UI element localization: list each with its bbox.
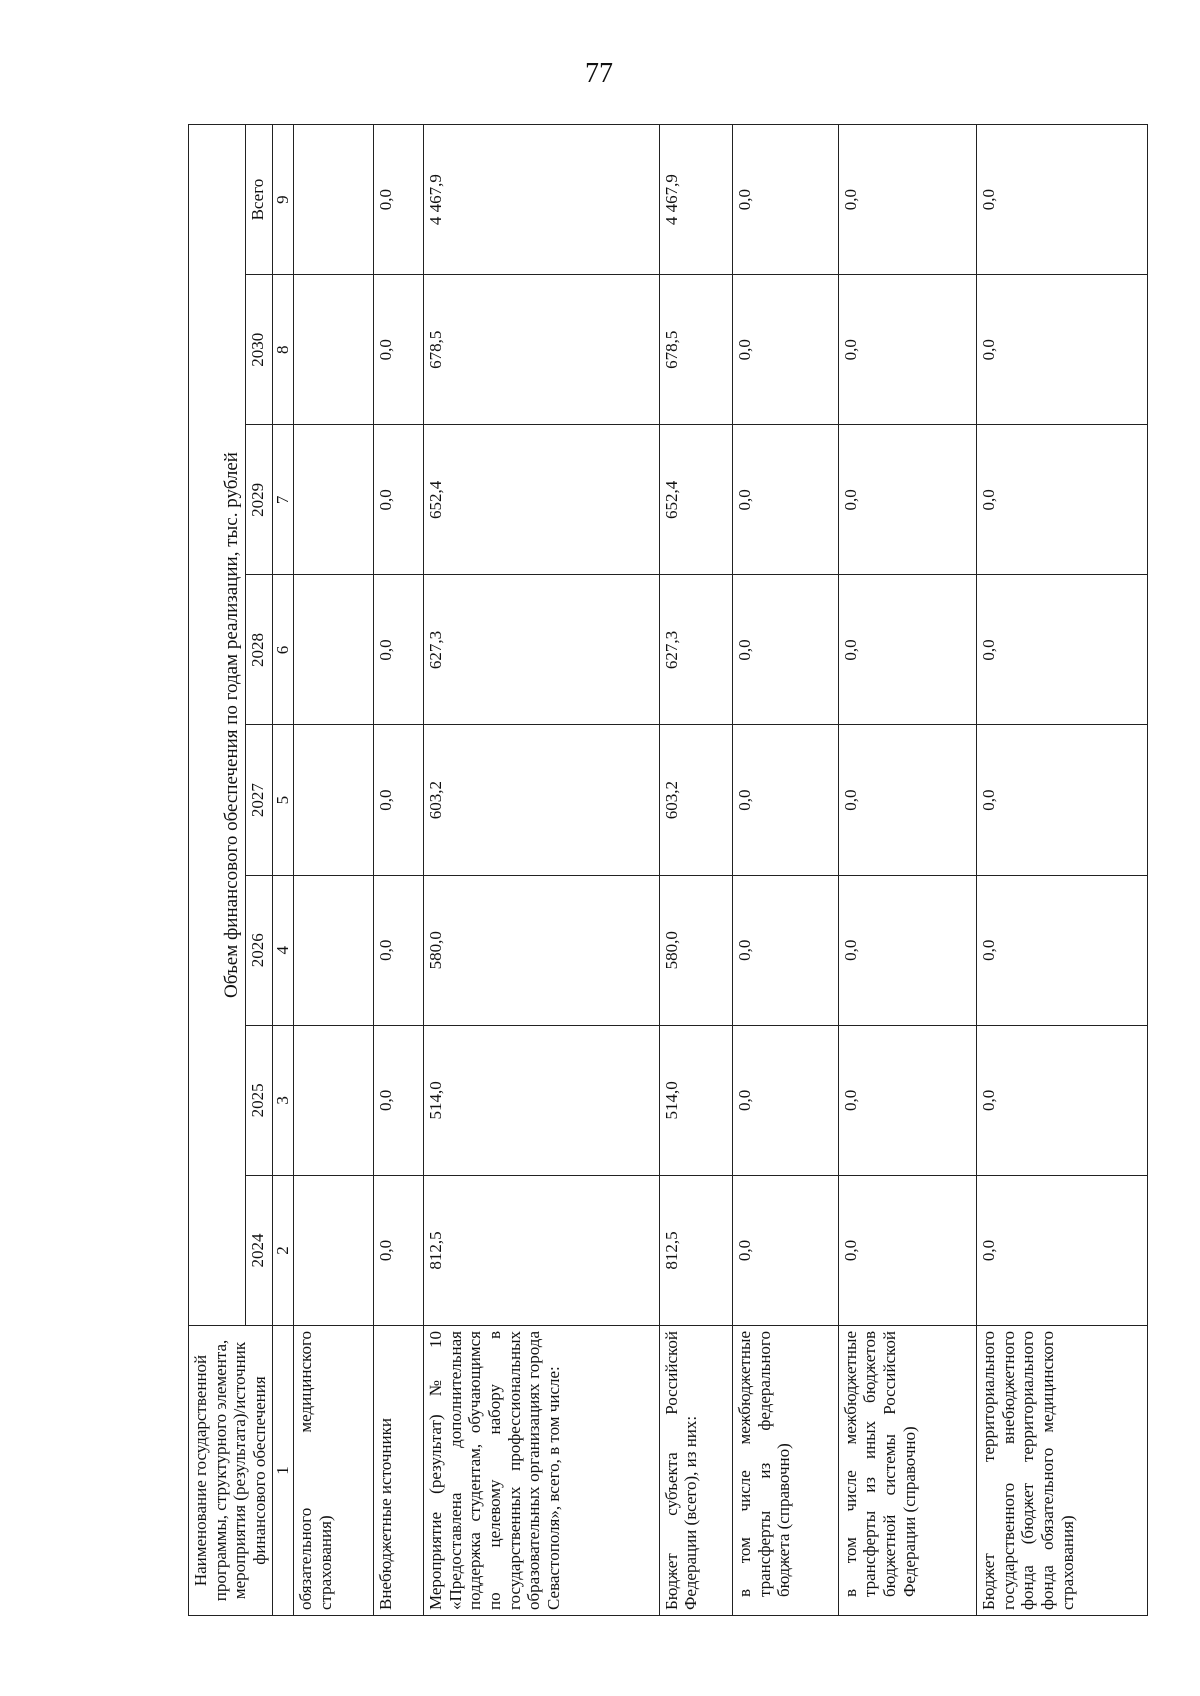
table-row: [659, 125, 732, 1616]
table-cell: 0,0: [838, 1175, 976, 1325]
table-cell: 0,0: [977, 125, 1148, 275]
financing-table: [188, 124, 1148, 1616]
column-number: 7: [272, 425, 293, 575]
year-header: 2027: [245, 725, 272, 875]
table-cell: 0,0: [977, 425, 1148, 575]
header-row: [189, 125, 246, 1616]
table-cell: 580,0: [659, 875, 732, 1025]
table-cell: [293, 1175, 373, 1325]
table-cell: 0,0: [373, 1025, 423, 1175]
table-cell: 0,0: [373, 125, 423, 275]
row-name: Бюджет территориального государственного внебюджетного фонда (бюджет территориального фонда обязательного медицинского страхования): [977, 1326, 1148, 1616]
table-cell: 0,0: [373, 425, 423, 575]
table-cell: 0,0: [838, 725, 976, 875]
table-cell: 0,0: [977, 875, 1148, 1025]
rotated-page-content: [188, 124, 1118, 1616]
table-cell: 0,0: [977, 575, 1148, 725]
table-cell: 627,3: [659, 575, 732, 725]
table-row: [977, 125, 1148, 1616]
table-cell: 0,0: [732, 1175, 838, 1325]
row-name: в том числе межбюджетные трансферты из иных бюджетов бюджетной системы Российской Федерации (справочно): [838, 1326, 976, 1616]
table-cell: 0,0: [732, 275, 838, 425]
table-cell: 0,0: [838, 125, 976, 275]
table-cell: [293, 125, 373, 275]
table-cell: 652,4: [423, 425, 659, 575]
name-column-header: Наименование государственной программы, структурного элемента, мероприятия (результата)/источник финансового обеспечения: [189, 1326, 273, 1616]
table-cell: 0,0: [732, 1025, 838, 1175]
row-name: Бюджет субъекта Российской Федерации (всего), из них:: [659, 1326, 732, 1616]
table-cell: 678,5: [423, 275, 659, 425]
table-row: [373, 125, 423, 1616]
table-cell: [293, 425, 373, 575]
table-cell: 0,0: [977, 725, 1148, 875]
year-header: 2025: [245, 1025, 272, 1175]
row-name: Мероприятие (результат) № 10 «Предоставлена дополнительная поддержка студентам, обучающимся по целевому набору в государственных профессиональных образовательных организациях города Севастополя», всего, в том числе:: [423, 1326, 659, 1616]
table-cell: 603,2: [659, 725, 732, 875]
year-header: 2026: [245, 875, 272, 1025]
table-cell: 0,0: [838, 275, 976, 425]
row-name: в том числе межбюджетные трансферты из федерального бюджета (справочно): [732, 1326, 838, 1616]
column-number: 5: [272, 725, 293, 875]
table-row: [838, 125, 976, 1616]
table-cell: 0,0: [977, 1175, 1148, 1325]
table-cell: 812,5: [659, 1175, 732, 1325]
column-number: 3: [272, 1025, 293, 1175]
table-cell: 627,3: [423, 575, 659, 725]
column-number: 1: [272, 1326, 293, 1616]
table-cell: [293, 875, 373, 1025]
column-number: 8: [272, 275, 293, 425]
table-cell: [293, 725, 373, 875]
table-row: [732, 125, 838, 1616]
column-number: 6: [272, 575, 293, 725]
table-row: [423, 125, 659, 1616]
page-number: 77: [585, 58, 613, 89]
rotated-table-container: [188, 124, 1118, 1616]
table-cell: 812,5: [423, 1175, 659, 1325]
table-cell: 0,0: [838, 575, 976, 725]
column-number-row: [272, 125, 293, 1616]
table-cell: 514,0: [423, 1025, 659, 1175]
table-cell: 0,0: [373, 1175, 423, 1325]
table-cell: 652,4: [659, 425, 732, 575]
year-header: 2030: [245, 275, 272, 425]
year-header: 2024: [245, 1175, 272, 1325]
table-cell: 0,0: [732, 125, 838, 275]
table-cell: 0,0: [732, 875, 838, 1025]
total-header: Всего: [245, 125, 272, 275]
table-row: [293, 125, 373, 1616]
year-header: 2028: [245, 575, 272, 725]
volume-header: Объем финансового обеспечения по годам реализации, тыс. рублей: [189, 125, 246, 1326]
table-cell: 0,0: [373, 875, 423, 1025]
table-cell: 0,0: [977, 1025, 1148, 1175]
table-cell: 580,0: [423, 875, 659, 1025]
table-cell: 0,0: [373, 275, 423, 425]
table-cell: 0,0: [732, 575, 838, 725]
column-number: 9: [272, 125, 293, 275]
table-cell: 4 467,9: [659, 125, 732, 275]
table-cell: 0,0: [977, 275, 1148, 425]
column-number: 4: [272, 875, 293, 1025]
table-cell: 514,0: [659, 1025, 732, 1175]
table-cell: 0,0: [838, 425, 976, 575]
table-cell: 0,0: [732, 725, 838, 875]
table-cell: 0,0: [838, 875, 976, 1025]
table-cell: 0,0: [373, 575, 423, 725]
table-cell: [293, 275, 373, 425]
table-cell: 0,0: [373, 725, 423, 875]
row-name: обязательного медицинского страхования): [293, 1326, 373, 1616]
table-cell: 0,0: [732, 425, 838, 575]
table-cell: [293, 575, 373, 725]
table-cell: 0,0: [838, 1025, 976, 1175]
table-cell: [293, 1025, 373, 1175]
table-cell: 4 467,9: [423, 125, 659, 275]
table-cell: 603,2: [423, 725, 659, 875]
column-number: 2: [272, 1175, 293, 1325]
row-name: Внебюджетные источники: [373, 1326, 423, 1616]
year-header: 2029: [245, 425, 272, 575]
table-cell: 678,5: [659, 275, 732, 425]
